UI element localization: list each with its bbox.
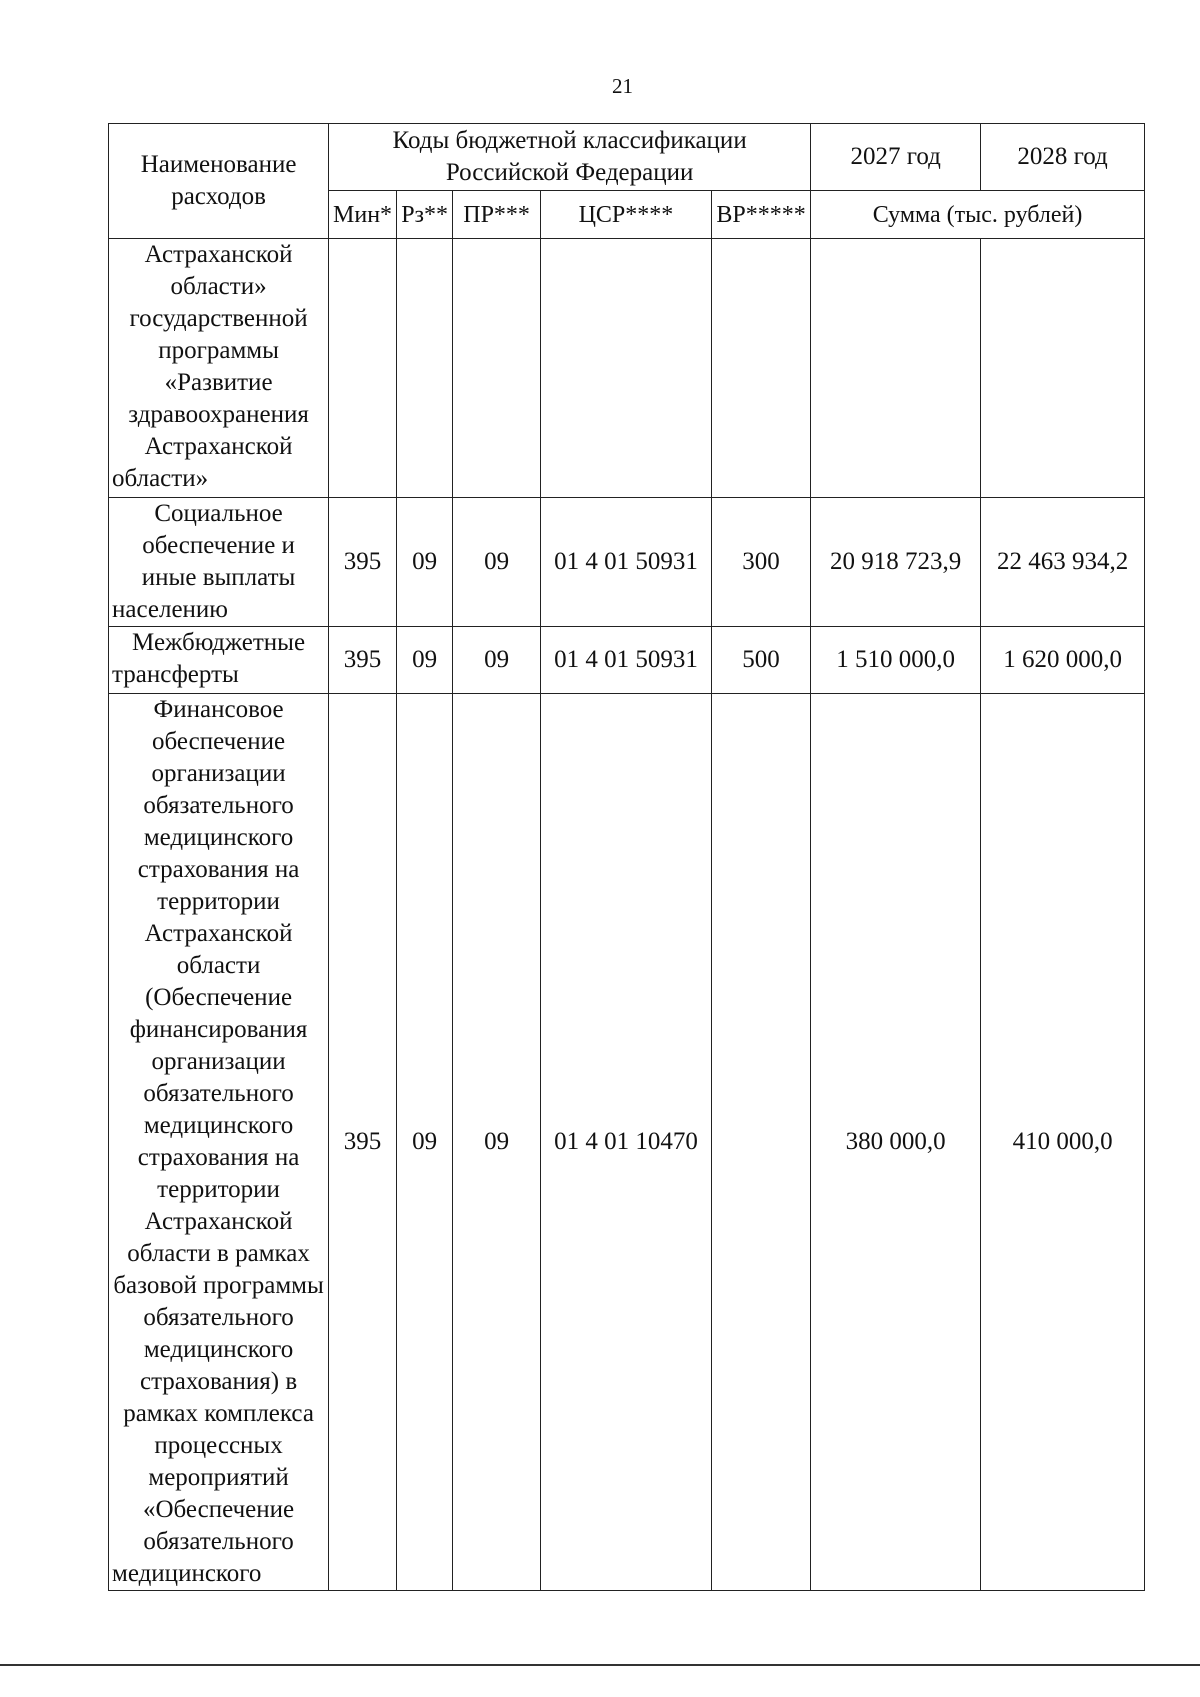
row-csr	[540, 239, 711, 498]
row-vr	[711, 694, 810, 1591]
table-row	[109, 239, 1145, 498]
header-row-top	[109, 124, 1145, 191]
table-row	[109, 498, 1145, 627]
row-pr: 09	[453, 627, 541, 694]
row-min: 395	[329, 694, 397, 1591]
header-year-2027: 2027 год	[811, 124, 981, 191]
row-csr: 01 4 01 50931	[540, 498, 711, 627]
row-sum-2028	[981, 239, 1145, 498]
row-name: Межбюджетные трансферты	[109, 627, 329, 694]
table-row	[109, 627, 1145, 694]
row-csr: 01 4 01 10470	[540, 694, 711, 1591]
page-bottom-rule	[0, 1664, 1200, 1666]
row-sum-2027: 380 000,0	[811, 694, 981, 1591]
header-sum: Сумма (тыс. рублей)	[811, 191, 1145, 239]
row-rz: 09	[396, 694, 452, 1591]
row-rz	[396, 239, 452, 498]
header-vr: ВР*****	[711, 191, 810, 239]
header-csr: ЦСР****	[540, 191, 711, 239]
row-name: Финансовое обеспечение организации обязательного медицинского страхования на территории Астраханской области (Обеспечение финансирования организации обязательного медицинского страхования на территории Астраханской области в рамках базовой программы обязательного медицинского страхования) в рамках комплекса процессных мероприятий «Обеспечение обязательного медицинского	[109, 694, 329, 1591]
row-name: Социальное обеспечение и иные выплаты населению	[109, 498, 329, 627]
row-sum-2027	[811, 239, 981, 498]
row-sum-2027: 20 918 723,9	[811, 498, 981, 627]
row-min: 395	[329, 498, 397, 627]
row-sum-2028: 410 000,0	[981, 694, 1145, 1591]
row-vr	[711, 239, 810, 498]
header-pr: ПР***	[453, 191, 541, 239]
row-pr: 09	[453, 498, 541, 627]
header-codes-group: Коды бюджетной классификации Российской Федерации	[329, 124, 811, 191]
header-min: Мин*	[329, 191, 397, 239]
row-csr: 01 4 01 50931	[540, 627, 711, 694]
header-name-column: Наименование расходов	[109, 124, 329, 239]
row-name: Астраханской области» государственной программы «Развитие здравоохранения Астраханской области»	[109, 239, 329, 498]
row-sum-2028: 1 620 000,0	[981, 627, 1145, 694]
page-number: 21	[612, 74, 633, 98]
row-vr: 500	[711, 627, 810, 694]
budget-table	[108, 123, 1145, 1591]
row-min: 395	[329, 627, 397, 694]
row-rz: 09	[396, 627, 452, 694]
row-pr	[453, 239, 541, 498]
row-min	[329, 239, 397, 498]
row-sum-2027: 1 510 000,0	[811, 627, 981, 694]
row-rz: 09	[396, 498, 452, 627]
header-year-2028: 2028 год	[981, 124, 1145, 191]
row-vr: 300	[711, 498, 810, 627]
header-rz: Рз**	[396, 191, 452, 239]
row-pr: 09	[453, 694, 541, 1591]
row-sum-2028: 22 463 934,2	[981, 498, 1145, 627]
table-row	[109, 694, 1145, 1591]
